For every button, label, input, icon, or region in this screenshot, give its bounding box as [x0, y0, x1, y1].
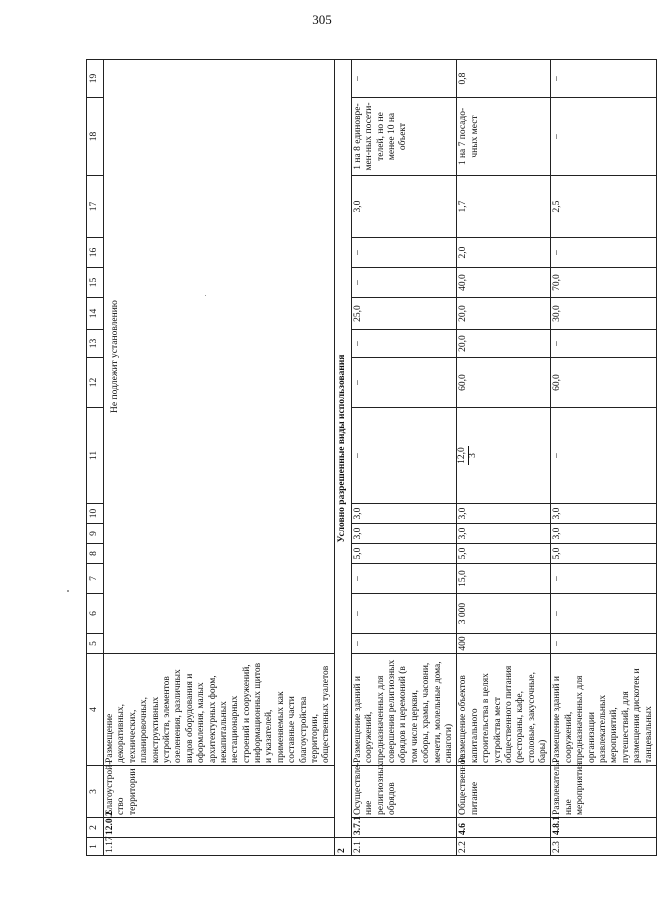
col-header: 4 — [87, 654, 104, 766]
section-title: Условно разрешенные виды использования — [334, 60, 351, 838]
cell: 20,0 — [457, 298, 551, 330]
rotated-table-area — [86, 60, 654, 856]
col-header: 10 — [87, 504, 104, 524]
col-header: 15 — [87, 268, 104, 298]
col-header: 16 — [87, 238, 104, 268]
cell: 400 — [457, 634, 551, 654]
col-header: 19 — [87, 60, 104, 98]
table-row — [551, 60, 657, 856]
use-description: Размещение декоративных, технических, планировочных, конструктивных устройств, элементов озеленения, различных видов оборудования и оформления, малых архитектурных форм, некапитальных нестационарных строений и сооружений, информационных щитов и указателей, применяемых как составные части благоустройства территории, общественных туалетов — [104, 654, 335, 766]
use-code: 12.0.2 — [104, 818, 335, 838]
cell: 5,0 — [457, 544, 551, 564]
col-header: 17 — [87, 176, 104, 238]
table-rotation-frame — [86, 60, 654, 856]
col-header: 12 — [87, 358, 104, 408]
use-code: 3.7.1 — [351, 818, 457, 838]
col-header: 3 — [87, 766, 104, 818]
column-number-row — [87, 60, 104, 856]
cell: – — [351, 564, 457, 594]
land-use-regulations-table — [86, 59, 657, 856]
cell: 3,0 — [351, 504, 457, 524]
parking-norm: 1 на 7 посадо-чных мест — [457, 98, 551, 176]
col-header: 9 — [87, 524, 104, 544]
table-row — [457, 60, 551, 856]
use-name: Благоустрой-ство территории — [104, 766, 335, 818]
cell: – — [351, 330, 457, 358]
col-header: 11 — [87, 408, 104, 504]
section-number: 2 — [334, 838, 351, 856]
cell: – — [351, 594, 457, 634]
cell: – — [351, 408, 457, 504]
col-header: 1 — [87, 838, 104, 856]
cell: 20,0 — [457, 330, 551, 358]
cell: 3,0 — [551, 524, 657, 544]
cell: – — [351, 238, 457, 268]
cell: 3,0 — [457, 524, 551, 544]
col-header: 13 — [87, 330, 104, 358]
cell: – — [551, 238, 657, 268]
cell: 3,0 — [551, 504, 657, 524]
cell: – — [351, 60, 457, 98]
cell: 25,0 — [351, 298, 457, 330]
use-name: Общественное питание — [457, 766, 551, 818]
col-header: 14 — [87, 298, 104, 330]
row-number: 2.1 — [351, 838, 457, 856]
use-code: 4.8.1 — [551, 818, 657, 838]
cell: 1,7 — [457, 176, 551, 238]
col-header: 7 — [87, 564, 104, 594]
use-description: Размещение зданий и сооружений, предназначенных для совершения религиозных обрядов и церемоний (в том числе церкви, соборы, храмы, часовни, мечети, молельные дома, синагоги) — [351, 654, 457, 766]
fraction-bottom: 3 — [468, 453, 479, 458]
use-name: Осуществле-ние религиозных обрядов — [351, 766, 457, 818]
cell: 3,0 — [351, 176, 457, 238]
cell: 15,0 — [457, 564, 551, 594]
row-number: 1.17 — [104, 838, 335, 856]
cell: – — [551, 634, 657, 654]
cell: – — [551, 408, 657, 504]
cell: – — [351, 268, 457, 298]
cell: 2,0 — [457, 238, 551, 268]
cell: – — [551, 564, 657, 594]
table-row — [104, 60, 335, 856]
row-number: 2.2 — [457, 838, 551, 856]
col-header: 18 — [87, 98, 104, 176]
use-code: 4.6 — [457, 818, 551, 838]
cell: 5,0 — [351, 544, 457, 564]
table-row — [351, 60, 457, 856]
cell: 0,8 — [457, 60, 551, 98]
use-name: Развлекатель-ные мероприятия — [551, 766, 657, 818]
cell: 70,0 — [551, 268, 657, 298]
col-header: 6 — [87, 594, 104, 634]
cell: 2,5 — [551, 176, 657, 238]
cell: 3 000 — [457, 594, 551, 634]
section-row — [334, 60, 351, 856]
cell: – — [351, 358, 457, 408]
cell: – — [351, 634, 457, 654]
cell: 60,0 — [551, 358, 657, 408]
fraction — [458, 446, 479, 465]
col-header: 5 — [87, 634, 104, 654]
cell: – — [551, 594, 657, 634]
parking-norm: – — [551, 98, 657, 176]
not-set-note: Не подлежит установлению — [104, 60, 335, 654]
use-description: Размещение зданий и сооружений, предназначенных для организации развлекательных мероприятий, путешествий, для размещения дискотек и танцевальных — [551, 654, 657, 766]
page-number: 305 — [312, 12, 332, 27]
col-header: 8 — [87, 544, 104, 564]
fraction-top: 12,0 — [457, 447, 468, 464]
cell: 30,0 — [551, 298, 657, 330]
cell: – — [551, 330, 657, 358]
cell: 60,0 — [457, 358, 551, 408]
cell: – — [551, 60, 657, 98]
cell: 5,0 — [551, 544, 657, 564]
cell: 3,0 — [457, 504, 551, 524]
col-header: 2 — [87, 818, 104, 838]
cell: 40,0 — [457, 268, 551, 298]
row-number: 2.3 — [551, 838, 657, 856]
parking-norm: 1 на 8 единовре-мен-ных посети-телей, но не менее 10 на объект — [351, 98, 457, 176]
scan-speck — [67, 590, 69, 592]
cell-fraction — [457, 408, 551, 504]
cell: 3,0 — [351, 524, 457, 544]
use-description: Размещение объектов капитального строительства в целях устройства мест общественного питания (рестораны, кафе, столовые, закусочные, бары) — [457, 654, 551, 766]
